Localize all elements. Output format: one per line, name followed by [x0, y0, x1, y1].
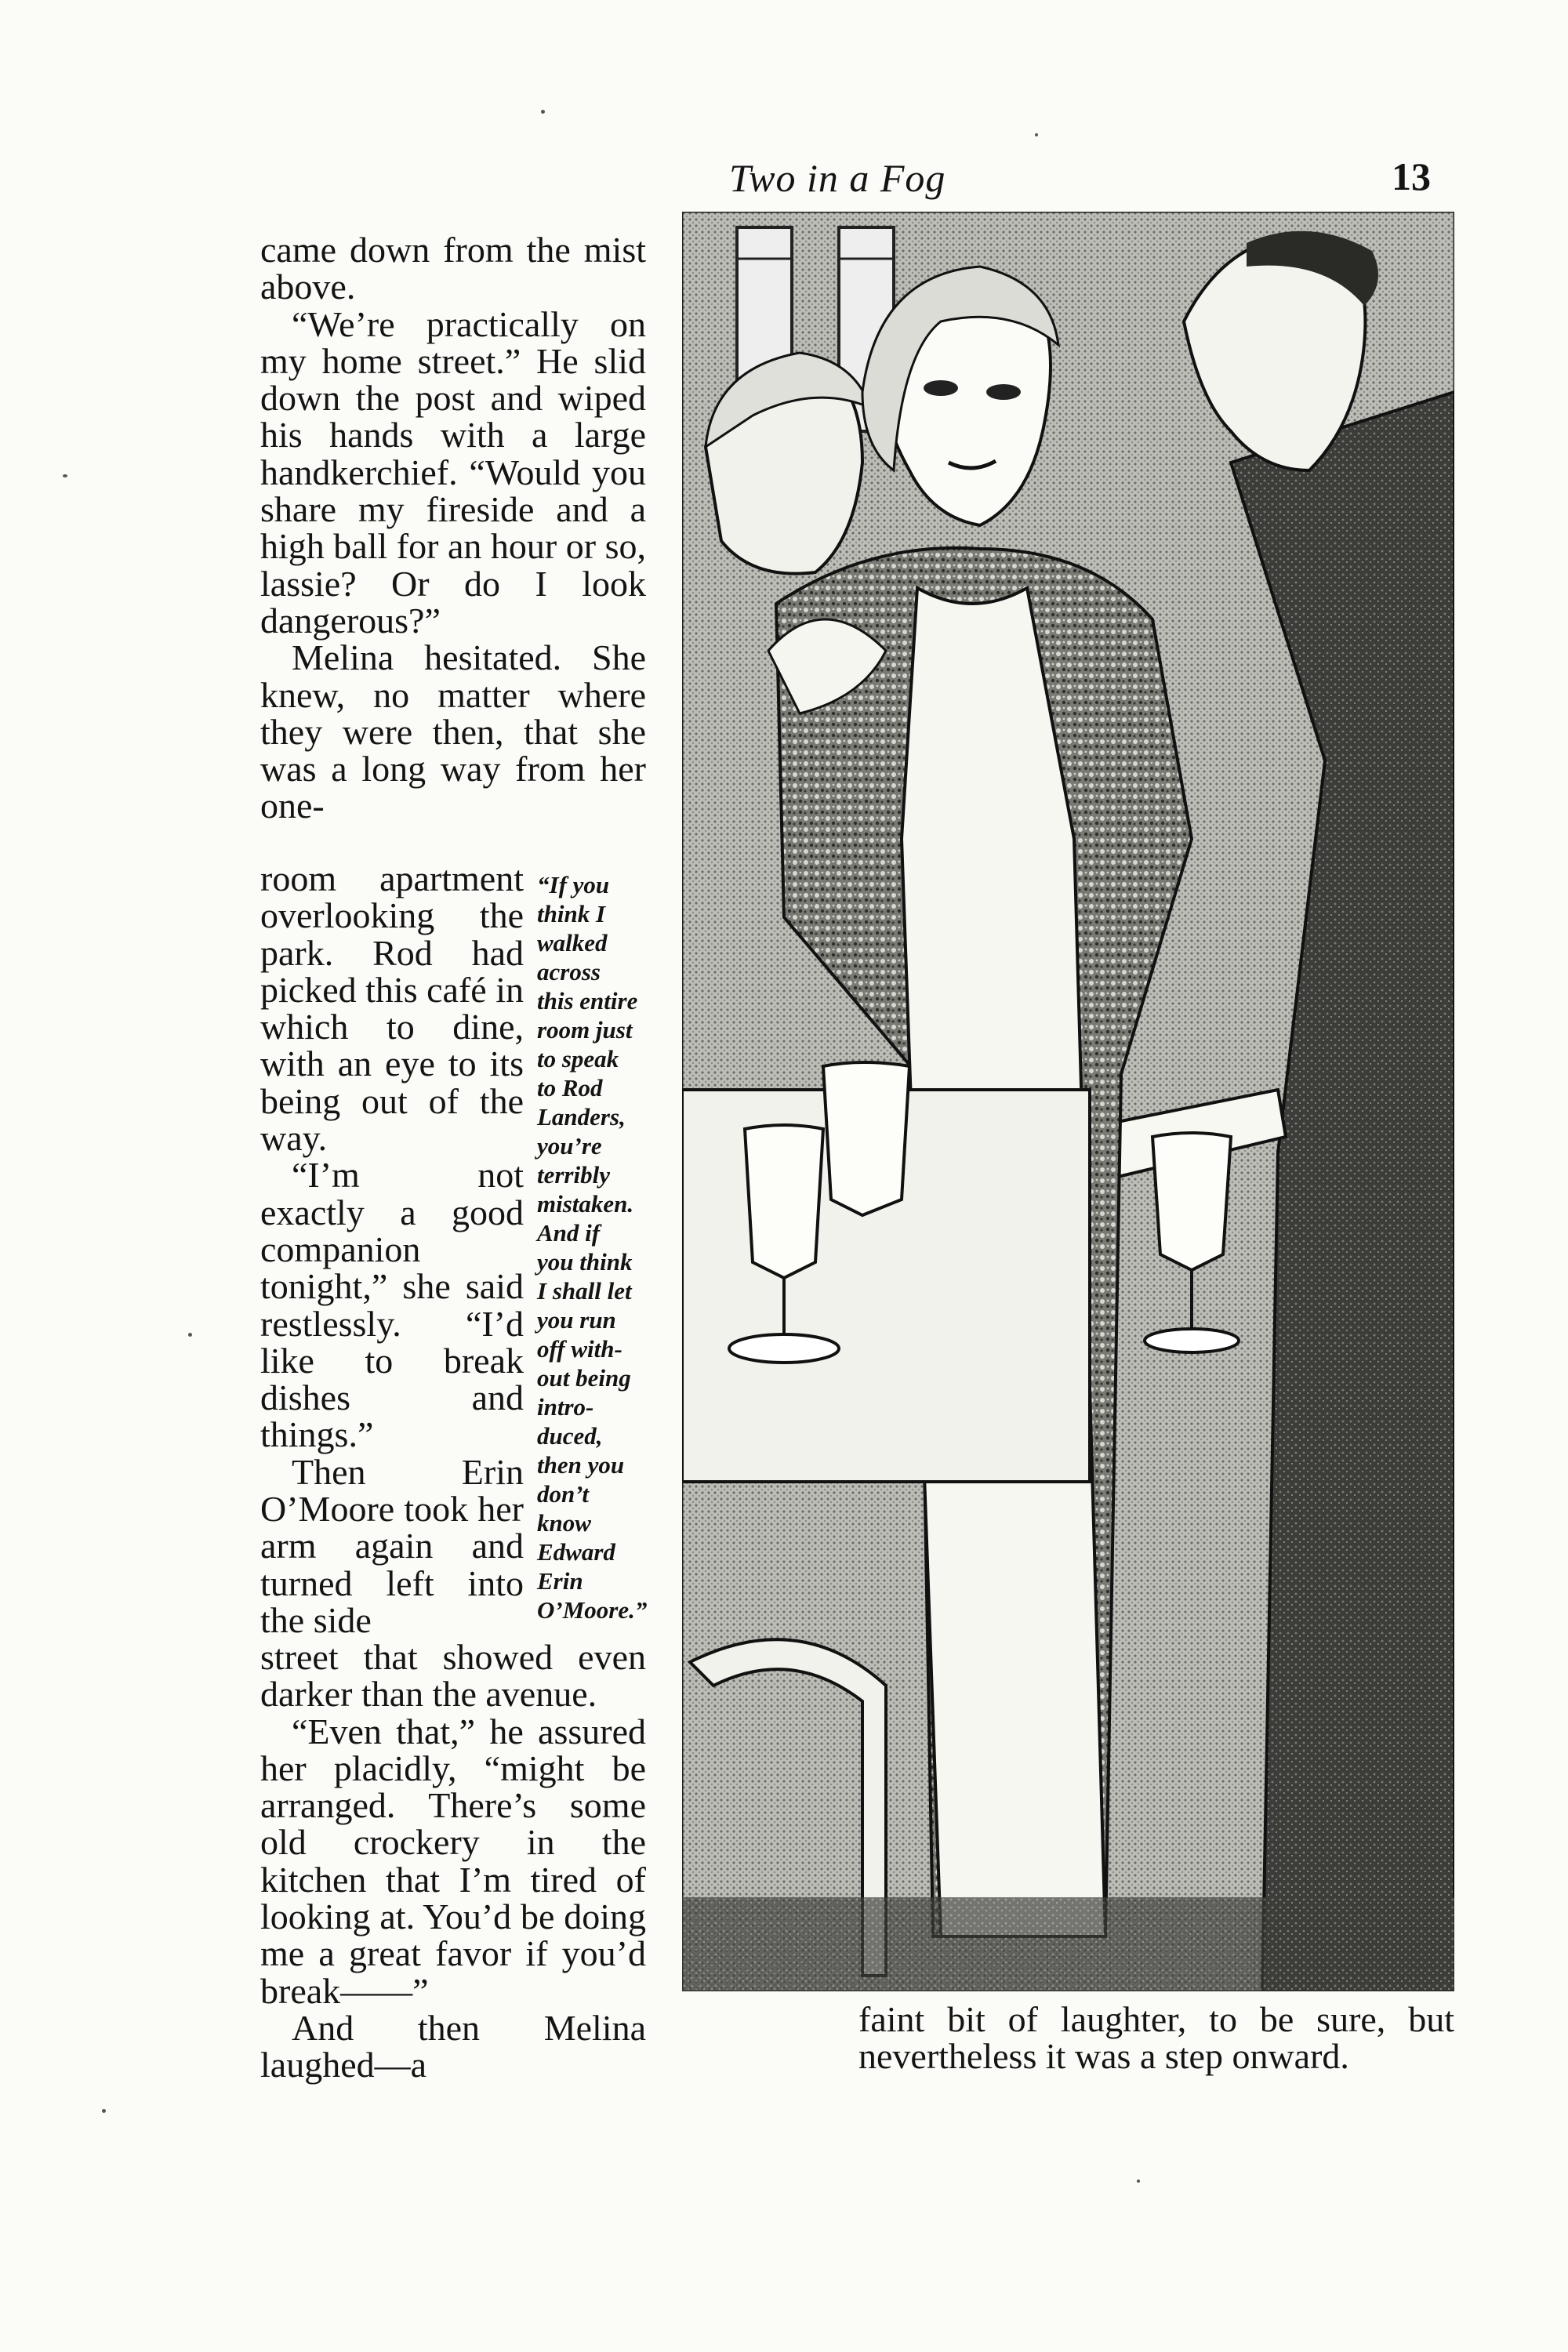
paragraph: Melina hesitated. She knew, no matter where they were then, that she was a long way from her one-	[260, 637, 646, 826]
paragraph: faint bit of laughter, to be sure, but nevertheless it was a step onward.	[858, 1999, 1454, 2076]
caption-line: I shall let	[537, 1277, 632, 1305]
paragraph: Then Erin O’Moore took her arm again and turned left into the side	[260, 1451, 524, 1640]
paragraph: And then Melina laughed—a	[260, 2007, 646, 2085]
paragraph: “We’re practically on my home street.” He slid down the post and wiped his hands with a large handkerchief. “Would you share my fireside and a high ball for an hour or so, lassie? Or do I look dangerous?”	[260, 303, 646, 641]
caption-line: room just	[537, 1016, 633, 1044]
paragraph: came down from the mist above.	[260, 230, 646, 307]
caption-line: this entire	[537, 987, 638, 1014]
caption-line: O’Moore.”	[537, 1596, 648, 1624]
print-speck	[1137, 2180, 1140, 2183]
caption-line: you think	[537, 1248, 633, 1276]
caption-line: terribly	[537, 1161, 610, 1189]
caption-line: you run	[537, 1306, 616, 1334]
paragraph: “I’m not exactly a good companion tonight,” she said restlessly. “I’d like to break dishes and things.”	[260, 1155, 524, 1455]
text-column-narrow	[260, 860, 524, 1639]
text-continuation	[858, 2001, 1454, 2074]
caption-line: know	[537, 1509, 591, 1537]
caption-line: think I	[537, 900, 606, 927]
page-number: 13	[1392, 154, 1431, 198]
caption-line: to speak	[537, 1045, 619, 1073]
caption-line: mistaken.	[537, 1190, 634, 1218]
caption-line: out being	[537, 1364, 631, 1392]
paragraph: room apartment overlooking the park. Rod had picked this café in which to dine, with an eye to its being out of the way.	[260, 858, 524, 1159]
caption-line: across	[537, 958, 601, 985]
caption-line: don’t	[537, 1480, 590, 1508]
print-speck	[102, 2109, 106, 2113]
caption-line: Edward	[537, 1538, 615, 1566]
caption-line: And if	[537, 1219, 601, 1247]
print-speck	[188, 1333, 192, 1337]
caption-line: Landers,	[537, 1103, 626, 1131]
caption-line: “If you	[537, 871, 610, 898]
print-speck	[1035, 133, 1038, 136]
caption-line: off with-	[537, 1335, 622, 1363]
running-title: Two in a Fog	[729, 156, 946, 200]
text-column-lower	[260, 1639, 646, 2084]
caption-line: then you	[537, 1451, 625, 1479]
caption-line: walked	[537, 929, 608, 956]
caption-line: Erin	[537, 1567, 583, 1595]
paragraph: “Even that,” he assured her placidly, “might be arranged. There’s some old crockery in the kitchen that I’m tired of looking at. You’d be doing me a great favor if you’d break——”	[260, 1711, 646, 2011]
caption-line: you’re	[537, 1132, 602, 1160]
print-speck	[63, 474, 67, 477]
print-speck	[541, 110, 545, 114]
restaurant-scene-illustration	[682, 212, 1454, 1991]
paragraph: street that showed even darker than the avenue.	[260, 1637, 646, 1715]
caption-line: duced,	[537, 1422, 603, 1450]
caption-line: to Rod	[537, 1074, 603, 1102]
illustration-caption	[537, 870, 678, 1624]
text-column-upper	[260, 231, 646, 825]
caption-line: intro-	[537, 1393, 594, 1421]
